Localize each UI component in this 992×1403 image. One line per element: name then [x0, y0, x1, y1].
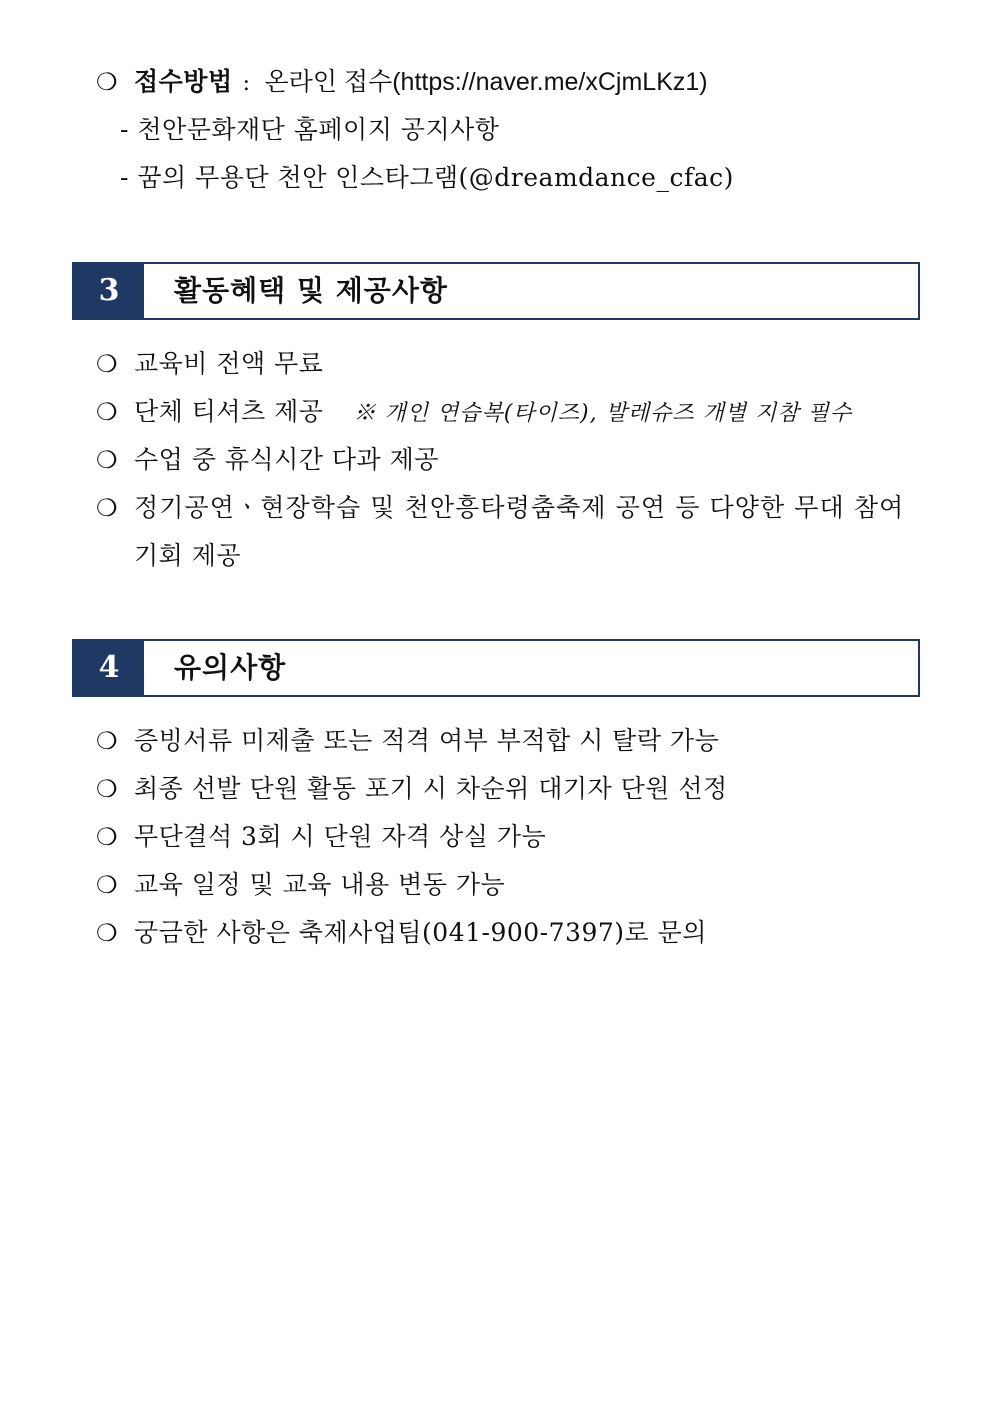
list-item [96, 917, 707, 949]
list-item-text: 수업 중 휴식시간 다과 제공 [134, 445, 439, 474]
circle-bullet-icon: ❍ [96, 823, 119, 851]
list-item-continuation: 기회 제공 [134, 541, 242, 570]
section-number: 3 [74, 264, 144, 318]
circle-bullet-icon: ❍ [96, 446, 119, 474]
circle-bullet-icon: ❍ [96, 350, 119, 378]
list-item [96, 869, 505, 901]
circle-bullet-icon: ❍ [96, 871, 119, 899]
list-item [96, 821, 546, 853]
list-item [96, 444, 439, 476]
application-method-text: 온라인 접수(https://naver.me/xCjmLKz1) [264, 68, 708, 96]
list-item-text: 궁금한 사항은 축제사업팀(041-900-7397)로 문의 [134, 918, 707, 947]
circle-bullet-icon: ❍ [96, 68, 119, 96]
list-item [96, 348, 323, 380]
list-item-text: 정기공연ㆍ현장학습 및 천안흥타령춤축제 공연 등 다양한 무대 참여 [134, 493, 905, 522]
section-number: 4 [74, 641, 144, 695]
list-item-text: 무단결석 3회 시 단원 자격 상실 가능 [134, 822, 547, 851]
list-item-text: 단체 티셔츠 제공 [134, 397, 324, 426]
section-title: 활동혜택 및 제공사항 [174, 274, 448, 307]
list-item [96, 773, 728, 805]
application-method-line [96, 66, 708, 100]
section-header-4 [72, 639, 920, 697]
label-separator: : [242, 71, 251, 96]
circle-bullet-icon: ❍ [96, 727, 119, 755]
circle-bullet-icon: ❍ [96, 494, 119, 522]
list-item-text: 교육비 전액 무료 [134, 349, 324, 378]
list-item-note: ※ 개인 연습복(타이즈), 발레슈즈 개별 지참 필수 [353, 401, 853, 426]
sub-item-homepage: - 천안문화재단 홈페이지 공지사항 [120, 115, 500, 144]
sub-item-instagram: - 꿈의 무용단 천안 인스타그램(@dreamdance_cfac) [120, 163, 734, 192]
circle-bullet-icon: ❍ [96, 919, 119, 947]
section-header-3 [72, 262, 920, 320]
circle-bullet-icon: ❍ [96, 398, 119, 426]
list-item-text: 교육 일정 및 교육 내용 변동 가능 [134, 870, 506, 899]
application-method-label: 접수방법 [134, 67, 233, 96]
list-item [96, 725, 719, 757]
list-item [96, 492, 904, 524]
section-title: 유의사항 [174, 651, 287, 684]
list-item [96, 396, 852, 430]
list-item-text: 최종 선발 단원 활동 포기 시 차순위 대기자 단원 선정 [134, 774, 728, 803]
circle-bullet-icon: ❍ [96, 775, 119, 803]
list-item-text: 증빙서류 미제출 또는 적격 여부 부적합 시 탈락 가능 [134, 726, 720, 755]
